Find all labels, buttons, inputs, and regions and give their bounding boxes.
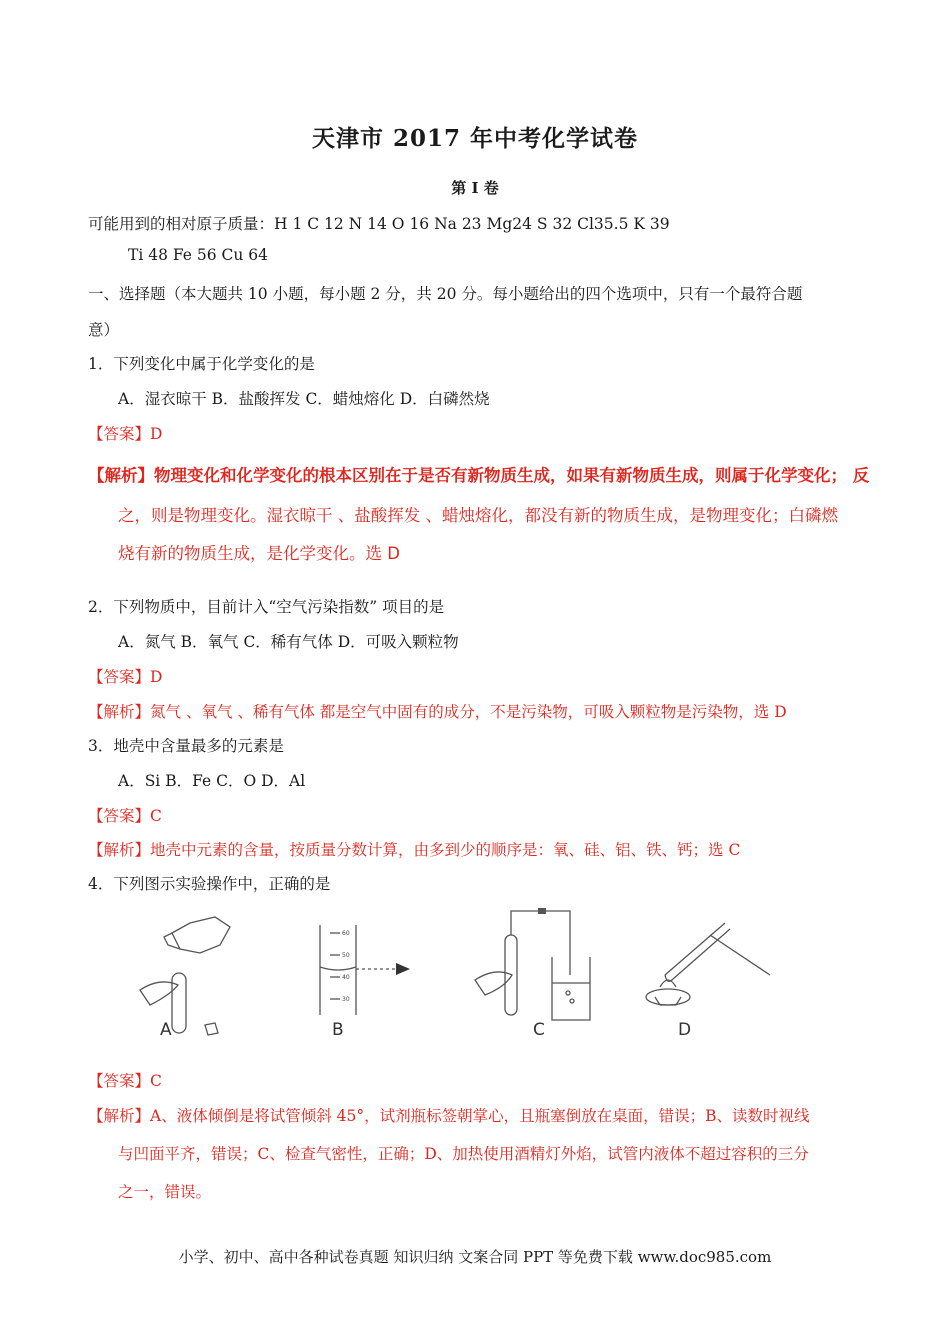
question-4-answer [88, 1069, 162, 1091]
cylinder-tick: 30 [342, 996, 350, 1003]
figure-label-c: C [533, 1020, 545, 1040]
question-1-options: A．湿衣晾干 B．盐酸挥发 C．蜡烛熔化 D．白磷然烧 [118, 390, 490, 408]
question-1-analysis [88, 462, 869, 486]
analysis-label: 【解析】 [88, 703, 151, 721]
analysis-label: 【解析】 [88, 466, 154, 485]
cylinder-tick: 40 [342, 974, 350, 981]
analysis-label: 【解析】 [88, 841, 151, 859]
question-3-options: A．Si B．Fe C．O D．Al [118, 772, 306, 790]
instructions-line1: 一、选择题（本大题共 10 小题，每小题 2 分，共 20 分。每小题给出的四个选项中，只有一个最符合题 [88, 285, 803, 303]
answer-label: 【答案】 [88, 1072, 151, 1090]
answer-label: 【答案】 [88, 668, 151, 686]
figure-b-cylinder [320, 925, 410, 1040]
question-2-options: A．氮气 B．氧气 C．稀有气体 D．可吸入颗粒物 [118, 633, 459, 651]
question-4-analysis-line3: 之一，错误。 [118, 1183, 212, 1201]
question-4-stem: 4．下列图示实验操作中，正确的是 [88, 875, 331, 893]
eye-icon [396, 963, 410, 975]
analysis-line: A、液体倾倒是将试管倾斜 45°，试剂瓶标签朝掌心，且瓶塞倒放在桌面，错误；B、读数时视线 [150, 1107, 810, 1125]
instructions-line2: 意） [88, 321, 120, 339]
figure-c-airtightness [475, 908, 590, 1040]
figure-d-heating [646, 923, 770, 1040]
lab-operations-figure [120, 905, 800, 1055]
question-1-stem: 1．下列变化中属于化学变化的是 [88, 355, 315, 373]
cylinder-tick: 60 [342, 930, 350, 937]
question-3-analysis [88, 838, 740, 860]
question-3-answer [88, 804, 162, 826]
question-4-analysis [88, 1104, 810, 1126]
question-4-analysis-line2: 与凹面平齐，错误；C、检查气密性，正确；D、加热使用酒精灯外焰，试管内液体不超过容积的三分 [118, 1145, 809, 1163]
atomic-masses-line2: Ti 48 Fe 56 Cu 64 [128, 246, 269, 264]
analysis-line: 物理变化和化学变化的根本区别在于是否有新物质生成，如果有新物质生成，则属于化学变化； 反 [154, 466, 870, 485]
figure-label-a: A [160, 1020, 172, 1040]
analysis-line: 地壳中元素的含量，按质量分数计算，由多到少的顺序是：氧、硅、铝、铁、钙；选 C [150, 841, 741, 859]
cylinder-tick: 50 [342, 952, 350, 959]
page-title: 天津市 2017 年中考化学试卷 [311, 125, 639, 152]
answer-label: 【答案】 [88, 425, 151, 443]
analysis-line: 氮气 、氧气 、稀有气体 都是空气中固有的成分，不是污染物，可吸入颗粒物是污染物，选 D [150, 703, 787, 721]
figure-label-d: D [678, 1020, 692, 1040]
analysis-label: 【解析】 [88, 1107, 151, 1125]
atomic-masses-line1: 可能用到的相对原子质量：H 1 C 12 N 14 O 16 Na 23 Mg24 S 32 Cl35.5 K 39 [88, 215, 670, 233]
answer-value: C [150, 1072, 162, 1090]
question-2-analysis [88, 700, 787, 722]
figure-label-b: B [332, 1020, 344, 1040]
answer-value: D [150, 668, 163, 686]
question-1-analysis-line3: 烧有新的物质生成，是化学变化。选 D [118, 544, 400, 563]
question-2-stem: 2．下列物质中，目前计入“空气污染指数” 项目的是 [88, 598, 445, 616]
page-footer: 小学、初中、高中各种试卷真题 知识归纳 文案合同 PPT 等免费下载 www.doc985.com [178, 1248, 772, 1266]
section-heading: 第 I 卷 [451, 179, 499, 197]
question-2-answer [88, 665, 162, 687]
figure-a-pouring [140, 917, 230, 1040]
question-1-analysis-line2: 之，则是物理变化。湿衣晾干 、盐酸挥发 、蜡烛熔化，都没有新的物质生成，是物理变化；白磷燃 [118, 506, 838, 525]
answer-label: 【答案】 [88, 807, 151, 825]
answer-value: C [150, 807, 162, 825]
answer-value: D [150, 425, 163, 443]
question-1-answer [88, 422, 162, 444]
question-3-stem: 3．地壳中含量最多的元素是 [88, 737, 284, 755]
